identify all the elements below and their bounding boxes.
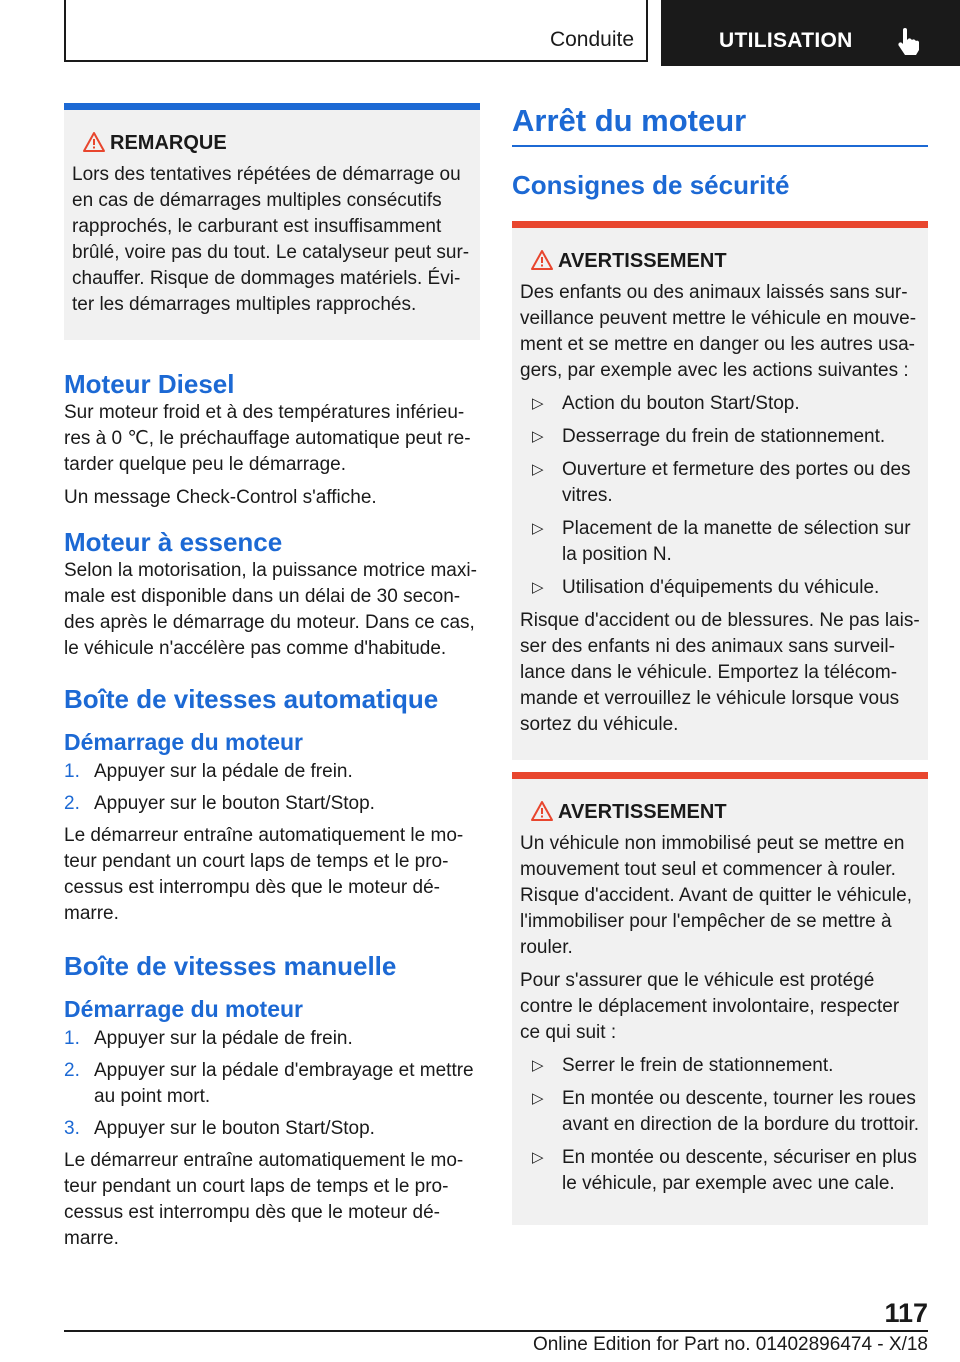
footer-divider [64,1330,928,1332]
heading-consignes-securite: Consignes de sécurité [512,170,790,200]
bullet-triangle-icon: ▷ [532,395,544,412]
list-item [64,1026,480,1052]
warning-intro: Des enfants ou des animaux laissés sans surveillance peuvent mettre le véhicule en mouvement et se mettre en danger ou les autres usagers, par exemple avec les actions suivantes : [520,282,917,381]
warning-title-text: AVERTISSEMENT [558,250,727,272]
step-text: Appuyer sur la pédale d'embrayage et mettre au point mort. [94,1060,474,1107]
heading-moteur-diesel: Moteur Diesel [64,369,235,399]
step-number: 3. [64,1118,80,1139]
auto-steps-list [64,759,480,817]
manual-paragraph: Le démarreur entraîne automatiquement le moteur pendant un court laps de temps et le processus est interrompu dès que le moteur démarre. [64,1150,464,1249]
step-number: 2. [64,1060,80,1081]
left-column [64,103,480,1259]
diesel-paragraph-1: Sur moteur froid et à des températures inférieures à 0 ℃, le préchauffage automatique peut retarder quelque peu le démarrage. [64,402,471,475]
warning-box [512,221,928,760]
list-item [520,516,920,568]
list-item [520,575,920,601]
bullet-triangle-icon: ▷ [532,461,544,478]
step-text: Appuyer sur le bouton Start/Stop. [94,793,375,814]
list-item [520,1086,920,1138]
page-number: 117 [884,1298,928,1328]
diesel-paragraph-2: Un message Check-Control s'affiche. [64,487,377,508]
warning-title [520,248,920,274]
warning-triangle-icon [530,249,554,271]
list-item [520,424,920,450]
list-item [64,759,480,785]
step-number: 1. [64,761,80,782]
step-text: Appuyer sur le bouton Start/Stop. [94,1118,375,1139]
step-number: 1. [64,1028,80,1049]
bullet-text: Serrer le frein de stationnement. [562,1055,834,1076]
list-item [64,1058,480,1110]
heading-moteur-essence: Moteur à essence [64,527,283,557]
page-title: Arrêt du moteur [512,103,928,147]
bullet-text: Action du bouton Start/Stop. [562,393,800,414]
section-tab[interactable]: Conduite [64,0,648,62]
list-item [64,791,480,817]
bullet-triangle-icon: ▷ [532,579,544,596]
warning-title-text: AVERTISSEMENT [558,801,727,823]
subheading-demarrage-manuelle: Démarrage du moteur [64,996,304,1022]
list-item [520,1145,920,1197]
bullet-triangle-icon: ▷ [532,428,544,445]
warning-paragraph-2: Pour s'assurer que le véhicule est protégé contre le déplacement involontaire, respecter ce qui suit : [520,970,900,1043]
note-title [72,130,472,156]
bullet-text: En montée ou descente, tourner les roues avant en direction de la bordure du trottoir. [562,1088,920,1135]
subheading-demarrage-auto: Démarrage du moteur [64,729,304,755]
note-box [64,103,480,340]
warning-bullet-list [520,391,920,601]
list-item [520,457,920,509]
warning-box [512,772,928,1225]
page-header [0,0,960,66]
auto-paragraph: Le démarreur entraîne automatiquement le moteur pendant un court laps de temps et le processus est interrompu dès que le moteur démarre. [64,825,464,924]
bullet-text: Desserrage du frein de stationnement. [562,426,886,447]
bullet-triangle-icon: ▷ [532,1057,544,1074]
list-item [64,1116,480,1142]
list-item [520,1053,920,1079]
heading-boite-manuelle: Boîte de vitesses manuelle [64,951,397,981]
step-text: Appuyer sur la pédale de frein. [94,1028,353,1049]
chapter-tab[interactable] [661,0,960,66]
bullet-triangle-icon: ▷ [532,1149,544,1166]
bullet-text: En montée ou descente, sécuriser en plus le véhicule, par exemple avec une cale. [562,1147,917,1194]
heading-boite-automatique: Boîte de vitesses automatique [64,684,439,714]
warning-triangle-icon [82,131,106,153]
bullet-triangle-icon: ▷ [532,520,544,537]
step-number: 2. [64,793,80,814]
pointing-hand-icon [896,28,920,56]
bullet-triangle-icon: ▷ [532,1090,544,1107]
note-title-text: REMARQUE [110,132,227,154]
bullet-text: Ouverture et fermeture des portes ou des vitres. [562,459,911,506]
warning-title [520,799,920,825]
essence-paragraph: Selon la motorisation, la puissance motrice maximale est disponible dans un délai de 30 secondes après le démarrage du moteur. Dans ce cas, le véhicule n'accélère pas comme d'habitude. [64,560,477,659]
right-column [512,103,928,1225]
chapter-label: UTILISATION [719,29,853,52]
warning-triangle-icon [530,800,554,822]
step-text: Appuyer sur la pédale de frein. [94,761,353,782]
bullet-text: Placement de la manette de sélection sur la position N. [562,518,911,565]
list-item [520,391,920,417]
edition-footer: Online Edition for Part no. 01402896474 - X/18 [532,1334,928,1355]
warning-bullet-list [520,1053,920,1197]
manual-steps-list [64,1026,480,1142]
warning-outro: Risque d'accident ou de blessures. Ne pas laisser des enfants ni des animaux sans surveillance dans le véhicule. Emportez la télécommande et verrouillez le véhicule lorsque vous sortez du véhicule. [520,610,920,735]
note-text: Lors des tentatives répétées de démarrage ou en cas de démarrages multiples consécutifs rapprochés, le carburant est insuffisamment brûlé, voire pas du tout. Le catalyseur peut surchauffer. Risque de dommages matériels. Éviter les démarrages multiples rapprochés. [72,164,470,315]
warning-paragraph-1: Un véhicule non immobilisé peut se mettre en mouvement tout seul et commencer à rouler. Risque d'accident. Avant de quitter le véhicule, l'immobiliser pour l'empêcher de se mettre à rouler. [520,833,912,958]
bullet-text: Utilisation d'équipements du véhicule. [562,577,880,598]
